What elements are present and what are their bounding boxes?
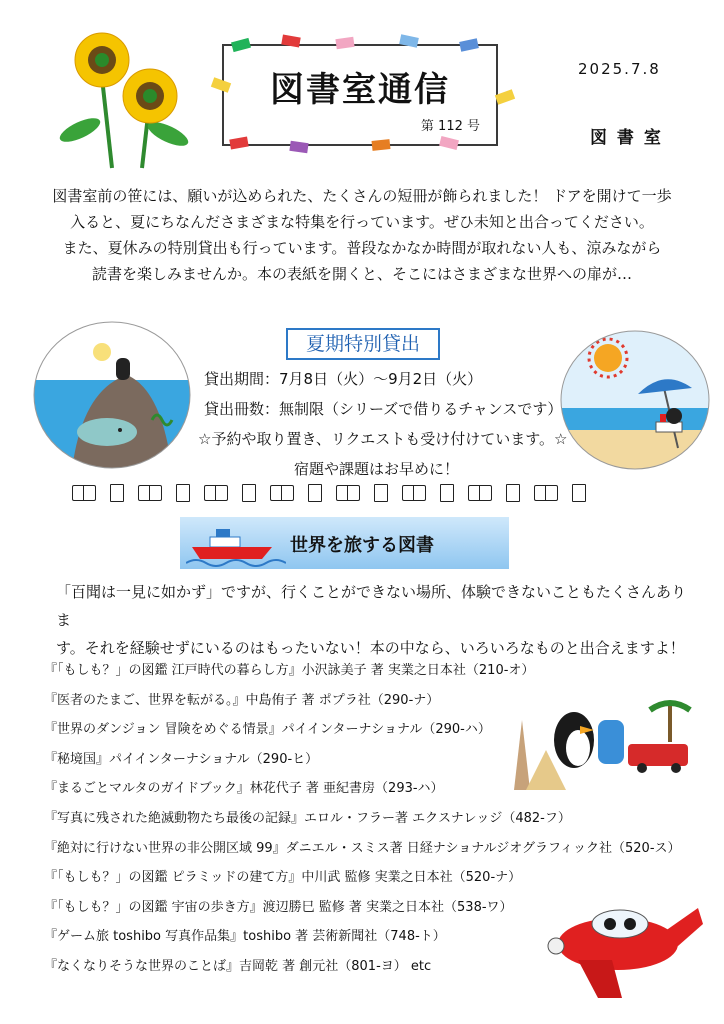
open-book-icon bbox=[468, 485, 492, 501]
closed-book-icon bbox=[176, 484, 190, 502]
travel-paragraph-line: 「百聞は一見に如かず」ですが、行くことができない場所、体験できないこともたくさんありま bbox=[56, 583, 687, 629]
penguin-icon bbox=[116, 358, 130, 380]
summer-loan-title: 夏期特別貸出 bbox=[286, 328, 440, 360]
mermaid-icon bbox=[93, 343, 111, 361]
intro-line: また、夏休みの特別貸出も行っています。普段なかなか時間が取れない人も、涼みながら bbox=[62, 239, 662, 257]
closed-book-icon bbox=[440, 484, 454, 502]
decorative-card bbox=[289, 141, 308, 153]
bus-icon bbox=[628, 744, 688, 766]
fish-icon bbox=[77, 418, 137, 446]
decorative-card bbox=[372, 139, 391, 151]
loan-period: 貸出期間：7月8日（火）～9月2日（火） bbox=[204, 370, 483, 388]
sunflower-illustration bbox=[50, 30, 200, 170]
sun-icon bbox=[594, 344, 622, 372]
closed-book-icon bbox=[572, 484, 586, 502]
open-book-icon bbox=[204, 485, 228, 501]
airplane-icon bbox=[548, 908, 703, 998]
open-book-icon bbox=[72, 485, 96, 501]
airplane-illustration bbox=[538, 888, 708, 1008]
homework-note: 宿題や課題はお早めに！ bbox=[294, 460, 460, 478]
open-book-icon bbox=[138, 485, 162, 501]
eiffel-tower-icon bbox=[514, 720, 530, 790]
travel-paragraph-line: す。それを経験せずにいるのはもったいない！本の中なら、いろいろなものと出合えますよ！ bbox=[56, 639, 685, 657]
list-item: 『世界のダンジョン 冒険をめぐる情景』パイインターナショナル（290-ハ） bbox=[44, 722, 491, 738]
sunflower-icon bbox=[57, 33, 192, 168]
travel-banner-title: 世界を旅する図書 bbox=[290, 535, 434, 556]
list-item: 『「もしも？」の図鑑 宇宙の歩き方』渡辺勝巳 監修 著 実業之日本社（538-ワ） bbox=[44, 899, 513, 915]
list-item: 『写真に残された絶滅動物たち最後の記録』エロル・フラー著 エクスナレッジ（482-フ） bbox=[44, 810, 571, 826]
open-book-icon bbox=[534, 485, 558, 501]
penguin-icon bbox=[666, 408, 682, 424]
list-item: 『絶対に行けない世界の非公開区域 99』ダニエル・スミス著 日経ナショナルジオグラフィック社（520-ス） bbox=[44, 840, 681, 856]
newsletter-title: 図書室通信 bbox=[270, 70, 450, 110]
list-item: 『まるごとマルタのガイドブック』林花代子 著 亜紀書房（293-ハ） bbox=[44, 781, 444, 797]
department-name: 図 書 室 bbox=[590, 128, 663, 148]
decorative-card bbox=[229, 137, 248, 150]
newsletter-title-frame bbox=[222, 44, 498, 146]
closed-book-icon bbox=[110, 484, 124, 502]
list-item: 『「もしも？」の図鑑 ピラミッドの建て方』中川武 監修 実業之日本社（520-ナ） bbox=[44, 870, 522, 886]
reservation-note: ☆予約や取り置き、リクエストも受け付けています。☆ bbox=[198, 430, 568, 448]
intro-line: 読書を楽しみませんか。本の表紙を開くと、そこにはさまざまな世界への扉が… bbox=[91, 265, 632, 283]
intro-line: 図書室前の笹には、願いが込められた、たくさんの短冊が飾られました！ ドアを開けて一歩 bbox=[52, 187, 672, 205]
open-book-icon bbox=[336, 485, 360, 501]
closed-book-icon bbox=[242, 484, 256, 502]
intro-paragraph bbox=[42, 183, 682, 287]
closed-book-icon bbox=[308, 484, 322, 502]
travel-paragraph bbox=[56, 578, 696, 662]
list-item: 『ゲーム旅 toshibo 写真作品集』toshibo 著 芸術新聞社（748-ト） bbox=[44, 929, 446, 945]
list-item: 『医者のたまご、世界を転がる。』中島侑子 著 ポプラ社（290-ナ） bbox=[44, 692, 440, 708]
closed-book-icon bbox=[506, 484, 520, 502]
ship-icon bbox=[186, 523, 286, 567]
list-item: 『秘境国』パイインターナショナル（290-ヒ） bbox=[44, 751, 319, 767]
intro-line: 入ると、夏にちなんださまざまな特集を行っています。ぜひ未知と出合ってください。 bbox=[70, 213, 654, 231]
issue-date: 2025.7.8 bbox=[578, 60, 661, 78]
open-book-icon bbox=[402, 485, 426, 501]
loan-count: 貸出冊数：無制限（シリーズで借りるチャンスです） bbox=[204, 400, 563, 418]
sea-illustration bbox=[32, 320, 192, 470]
list-item: 『なくなりそうな世界のことば』吉岡乾 著 創元社（801-ヨ） etc bbox=[44, 958, 432, 974]
backpack-icon bbox=[598, 720, 624, 764]
list-item: 『「もしも？」の図鑑 江戸時代の暮らし方』小沢詠美子 著 実業之日本社（210-オ） bbox=[44, 663, 535, 678]
penguin-traveler-illustration bbox=[500, 690, 700, 795]
open-book-icon bbox=[270, 485, 294, 501]
beach-illustration bbox=[560, 330, 710, 470]
closed-book-icon bbox=[374, 484, 388, 502]
travel-banner bbox=[180, 517, 509, 569]
issue-number: 第 112 号 bbox=[420, 119, 480, 134]
book-divider bbox=[72, 484, 652, 502]
